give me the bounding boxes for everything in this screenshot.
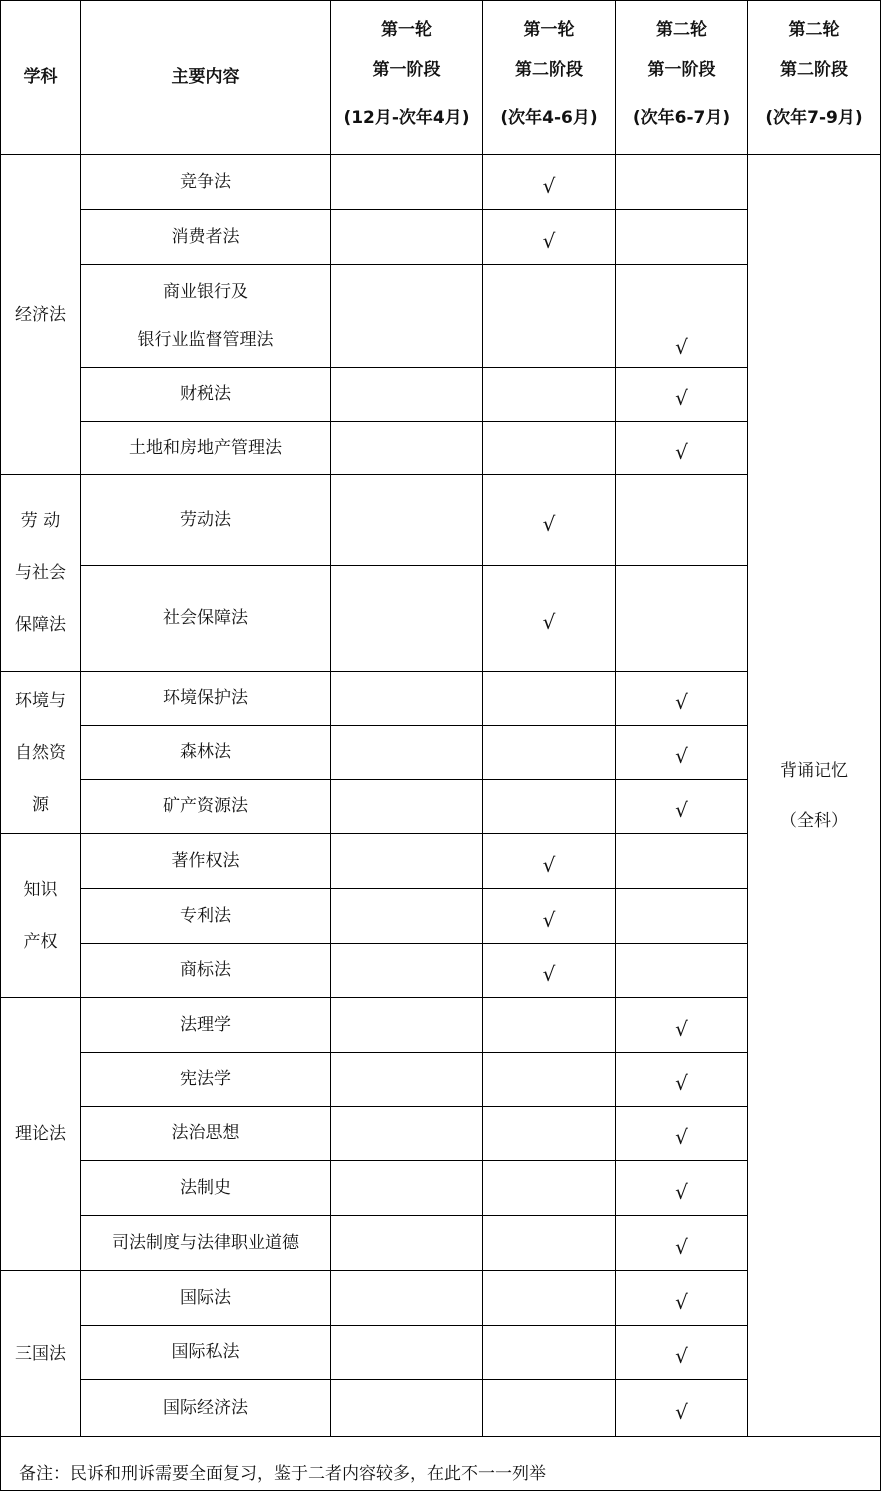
content-label: 法理学	[180, 1014, 231, 1035]
content-label: 司法制度与法律职业道德	[112, 1232, 299, 1253]
subject-cell	[1, 834, 81, 998]
content-cell	[81, 998, 331, 1053]
content-cell	[81, 210, 331, 265]
check-mark-icon: √	[675, 1289, 688, 1314]
phase-2-cell	[483, 1107, 616, 1161]
phase-3-cell	[616, 155, 748, 210]
phase-3-cell	[616, 998, 748, 1053]
content-cell	[81, 422, 331, 475]
check-mark-icon: √	[542, 852, 556, 877]
phase-2-cell	[483, 726, 616, 780]
memorize-label: （全科）	[780, 810, 848, 831]
phase-2-cell	[483, 834, 616, 889]
phase-3-cell	[616, 475, 748, 566]
phase-1-cell	[331, 1107, 483, 1161]
content-cell	[81, 672, 331, 726]
content-label: 森林法	[180, 742, 231, 763]
phase-2-cell	[483, 998, 616, 1053]
note-row	[1, 1437, 881, 1491]
phase-2-cell	[483, 368, 616, 422]
content-label: 宪法学	[180, 1069, 231, 1090]
content-cell	[81, 1380, 331, 1437]
phase-2-cell	[483, 672, 616, 726]
phase-1-cell	[331, 998, 483, 1053]
footnote: 备注：民诉和刑诉需要全面复习，鉴于二者内容较多，在此不一一列举	[1, 1437, 881, 1491]
phase-2-cell	[483, 155, 616, 210]
phase-2-cell	[483, 1161, 616, 1216]
subject-label: 经济法	[15, 304, 66, 325]
subject-label: 理论法	[15, 1124, 66, 1144]
phase-3-cell	[616, 368, 748, 422]
phase-2-cell	[483, 1053, 616, 1107]
phase-2-cell	[483, 265, 616, 368]
check-mark-icon: √	[542, 228, 556, 253]
check-mark-icon: √	[542, 173, 556, 198]
phase-3-cell	[616, 1107, 748, 1161]
phase-3-cell	[616, 834, 748, 889]
subject-label: 环境与	[15, 690, 66, 711]
phase-3-cell	[616, 1161, 748, 1216]
phase-1-cell	[331, 1380, 483, 1437]
phase-1-cell	[331, 726, 483, 780]
phase-2-cell	[483, 475, 616, 566]
check-mark-icon: √	[675, 798, 688, 823]
phase-3-cell	[616, 944, 748, 998]
check-mark-icon: √	[542, 962, 556, 987]
header-row	[1, 1, 881, 155]
content-label: 法治思想	[171, 1123, 240, 1144]
content-cell	[81, 834, 331, 889]
phase-3-cell	[616, 1216, 748, 1271]
phase-3-cell	[616, 566, 748, 672]
content-label: 商业银行及	[163, 282, 248, 302]
content-label: 国际法	[180, 1287, 231, 1308]
phase-2-cell	[483, 780, 616, 834]
content-label: 国际经济法	[163, 1397, 248, 1418]
check-mark-icon: √	[675, 334, 688, 359]
subject-label: 知识	[23, 879, 58, 900]
content-label: 法制史	[180, 1177, 231, 1198]
phase-1-cell	[331, 1216, 483, 1271]
subject-cell	[1, 475, 81, 672]
check-mark-icon: √	[675, 1234, 688, 1259]
subject-cell	[1, 998, 81, 1271]
memorize-label: 背诵记忆	[780, 760, 848, 781]
subject-label: 源	[32, 794, 49, 815]
phase-3-cell	[616, 1380, 748, 1437]
phase-1-cell	[331, 672, 483, 726]
content-cell	[81, 265, 331, 368]
phase-1-cell	[331, 1053, 483, 1107]
phase-3-cell	[616, 1053, 748, 1107]
subject-label: 自然资	[15, 742, 66, 763]
phase-3-cell	[616, 889, 748, 944]
phase-2-cell	[483, 944, 616, 998]
schedule-body	[1, 155, 881, 1437]
phase-1-cell	[331, 422, 483, 475]
content-cell	[81, 726, 331, 780]
content-cell	[81, 1216, 331, 1271]
header-subject: 学科	[1, 1, 81, 155]
phase-2-cell	[483, 1326, 616, 1380]
header-content: 主要内容	[81, 1, 331, 155]
phase-1-cell	[331, 944, 483, 998]
content-cell	[81, 475, 331, 566]
phase-1-cell	[331, 780, 483, 834]
content-cell	[81, 944, 331, 998]
subject-cell	[1, 155, 81, 475]
phase-3-cell	[616, 210, 748, 265]
phase-1-cell	[331, 265, 483, 368]
subject-label: 劳 动	[20, 511, 61, 531]
content-label: 银行业监督管理法	[137, 330, 274, 350]
phase-2-cell	[483, 210, 616, 265]
phase-2-cell	[483, 1380, 616, 1437]
phase-3-cell	[616, 1271, 748, 1326]
phase-1-cell	[331, 834, 483, 889]
content-cell	[81, 155, 331, 210]
content-cell	[81, 1107, 331, 1161]
check-mark-icon: √	[675, 1071, 688, 1096]
phase-3-cell	[616, 726, 748, 780]
content-label: 社会保障法	[163, 608, 248, 629]
memorize-all-cell	[748, 155, 881, 1437]
phase-1-cell	[331, 210, 483, 265]
phase-1-cell	[331, 566, 483, 672]
content-label: 专利法	[180, 905, 231, 926]
check-mark-icon: √	[675, 690, 688, 715]
content-cell	[81, 1053, 331, 1107]
check-mark-icon: √	[675, 1399, 688, 1424]
content-label: 商标法	[180, 960, 231, 981]
phase-2-cell	[483, 566, 616, 672]
phase-3-cell	[616, 1326, 748, 1380]
phase-2-cell	[483, 1216, 616, 1271]
phase-1-cell	[331, 155, 483, 210]
phase-1-cell	[331, 1326, 483, 1380]
phase-1-cell	[331, 475, 483, 566]
content-cell	[81, 1271, 331, 1326]
content-label: 著作权法	[171, 850, 240, 871]
phase-1-cell	[331, 368, 483, 422]
check-mark-icon: √	[675, 1344, 688, 1369]
subject-label: 三国法	[15, 1343, 66, 1364]
content-label: 土地和房地产管理法	[129, 437, 282, 458]
phase-3-cell	[616, 780, 748, 834]
content-label: 环境保护法	[163, 688, 248, 709]
phase-1-cell	[331, 1271, 483, 1326]
subject-cell	[1, 1271, 81, 1437]
content-label: 矿产资源法	[163, 796, 248, 817]
content-cell	[81, 780, 331, 834]
phase-3-cell	[616, 672, 748, 726]
header-round2-phase2: 第二轮 第二阶段 (次年7-9月)	[748, 1, 881, 155]
phase-2-cell	[483, 1271, 616, 1326]
content-cell	[81, 1161, 331, 1216]
content-cell	[81, 566, 331, 672]
content-label: 国际私法	[171, 1342, 240, 1363]
phase-1-cell	[331, 1161, 483, 1216]
header-round2-phase1: 第二轮 第一阶段 (次年6-7月)	[616, 1, 748, 155]
check-mark-icon: √	[675, 439, 688, 464]
content-label: 财税法	[180, 384, 231, 405]
subject-label: 产权	[23, 931, 58, 952]
phase-1-cell	[331, 889, 483, 944]
check-mark-icon: √	[675, 386, 688, 411]
header-round1-phase1: 第一轮 第一阶段 (12月-次年4月)	[331, 1, 483, 155]
check-mark-icon: √	[675, 1125, 688, 1150]
content-cell	[81, 1326, 331, 1380]
check-mark-icon: √	[542, 907, 556, 932]
check-mark-icon: √	[675, 744, 688, 769]
phase-3-cell	[616, 422, 748, 475]
phase-2-cell	[483, 422, 616, 475]
check-mark-icon: √	[542, 511, 556, 536]
content-cell	[81, 889, 331, 944]
table-row	[1, 155, 881, 210]
subject-cell	[1, 672, 81, 834]
check-mark-icon: √	[542, 610, 556, 635]
content-label: 竞争法	[180, 171, 231, 192]
content-label: 消费者法	[171, 226, 240, 247]
check-mark-icon: √	[675, 1179, 688, 1204]
subject-label: 保障法	[15, 615, 66, 635]
phase-2-cell	[483, 889, 616, 944]
content-label: 劳动法	[180, 509, 231, 530]
check-mark-icon: √	[675, 1016, 688, 1041]
phase-3-cell	[616, 265, 748, 368]
subject-label: 与社会	[15, 563, 66, 583]
content-cell	[81, 368, 331, 422]
header-round1-phase2: 第一轮 第二阶段 (次年4-6月)	[483, 1, 616, 155]
